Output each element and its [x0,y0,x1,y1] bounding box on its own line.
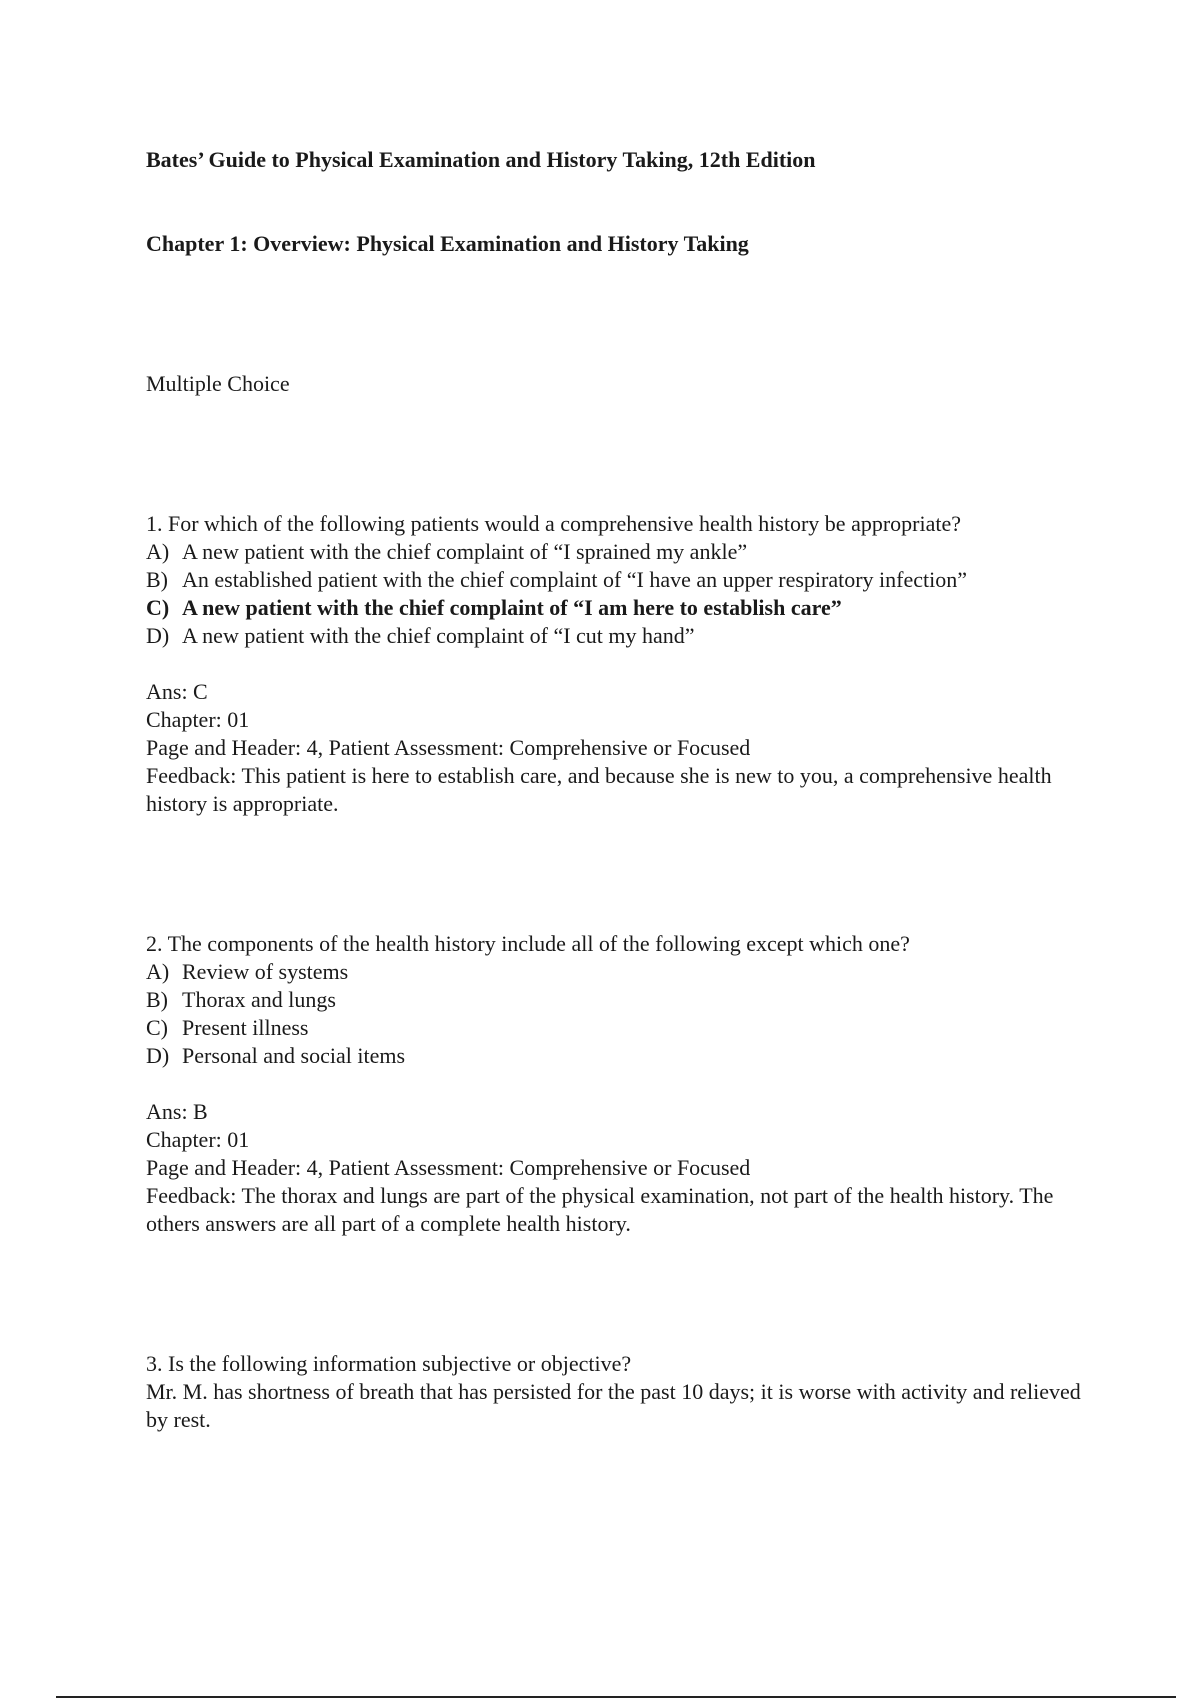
option-a [146,958,1106,986]
option-letter: A) [146,539,170,564]
question-scenario: Mr. M. has shortness of breath that has persisted for the past 10 days; it is worse with activity and relieved by rest. [146,1379,1081,1432]
option-a [146,538,1106,566]
option-letter: C) [146,1015,168,1040]
question-stem: 3. Is the following information subjective or objective? [146,1351,632,1376]
option-letter: B) [146,987,168,1012]
option-text: A new patient with the chief complaint of “I cut my hand” [182,623,695,648]
question-3 [146,1350,1106,1434]
question-2 [146,930,1106,1238]
option-letter: D) [146,623,170,648]
page-header-line: Page and Header: 4, Patient Assessment: Comprehensive or Focused [146,1155,751,1180]
option-b [146,986,1106,1014]
chapter-line: Chapter: 01 [146,1127,250,1152]
option-text: Personal and social items [182,1043,406,1068]
option-letter: D) [146,1043,170,1068]
section-heading: Multiple Choice [146,371,290,396]
answer-meta [146,678,1106,818]
question-1 [146,510,1106,818]
chapter-line: Chapter: 01 [146,707,250,732]
option-text: A new patient with the chief complaint of “I am here to establish care” [182,595,842,620]
chapter-heading: Chapter 1: Overview: Physical Examination and History Taking [146,231,749,256]
option-text: Thorax and lungs [182,987,336,1012]
footer-divider [56,1696,1176,1698]
option-letter: B) [146,567,168,592]
option-d [146,622,1106,650]
option-c [146,1014,1106,1042]
question-stem: 2. The components of the health history include all of the following except which one? [146,931,910,956]
answer-line: Ans: B [146,1099,208,1124]
option-text: Review of systems [182,959,349,984]
feedback-line: Feedback: The thorax and lungs are part of the physical examination, not part of the health history. The others answers are all part of a complete health history. [146,1183,1054,1236]
document-title: Bates’ Guide to Physical Examination and History Taking, 12th Edition [146,147,816,172]
option-text: An established patient with the chief complaint of “I have an upper respiratory infection” [182,567,967,592]
option-letter: C) [146,595,170,620]
option-letter: A) [146,959,170,984]
answer-line: Ans: C [146,679,208,704]
option-b [146,566,1106,594]
page-header-line: Page and Header: 4, Patient Assessment: Comprehensive or Focused [146,735,751,760]
option-text: Present illness [182,1015,309,1040]
option-d [146,1042,1106,1070]
feedback-line: Feedback: This patient is here to establish care, and because she is new to you, a comprehensive health history is appropriate. [146,763,1052,816]
question-stem: 1. For which of the following patients would a comprehensive health history be appropriate? [146,511,962,536]
option-text: A new patient with the chief complaint of “I sprained my ankle” [182,539,748,564]
answer-meta [146,1098,1106,1238]
document-content [146,146,1106,1434]
option-c-correct [146,594,1106,622]
